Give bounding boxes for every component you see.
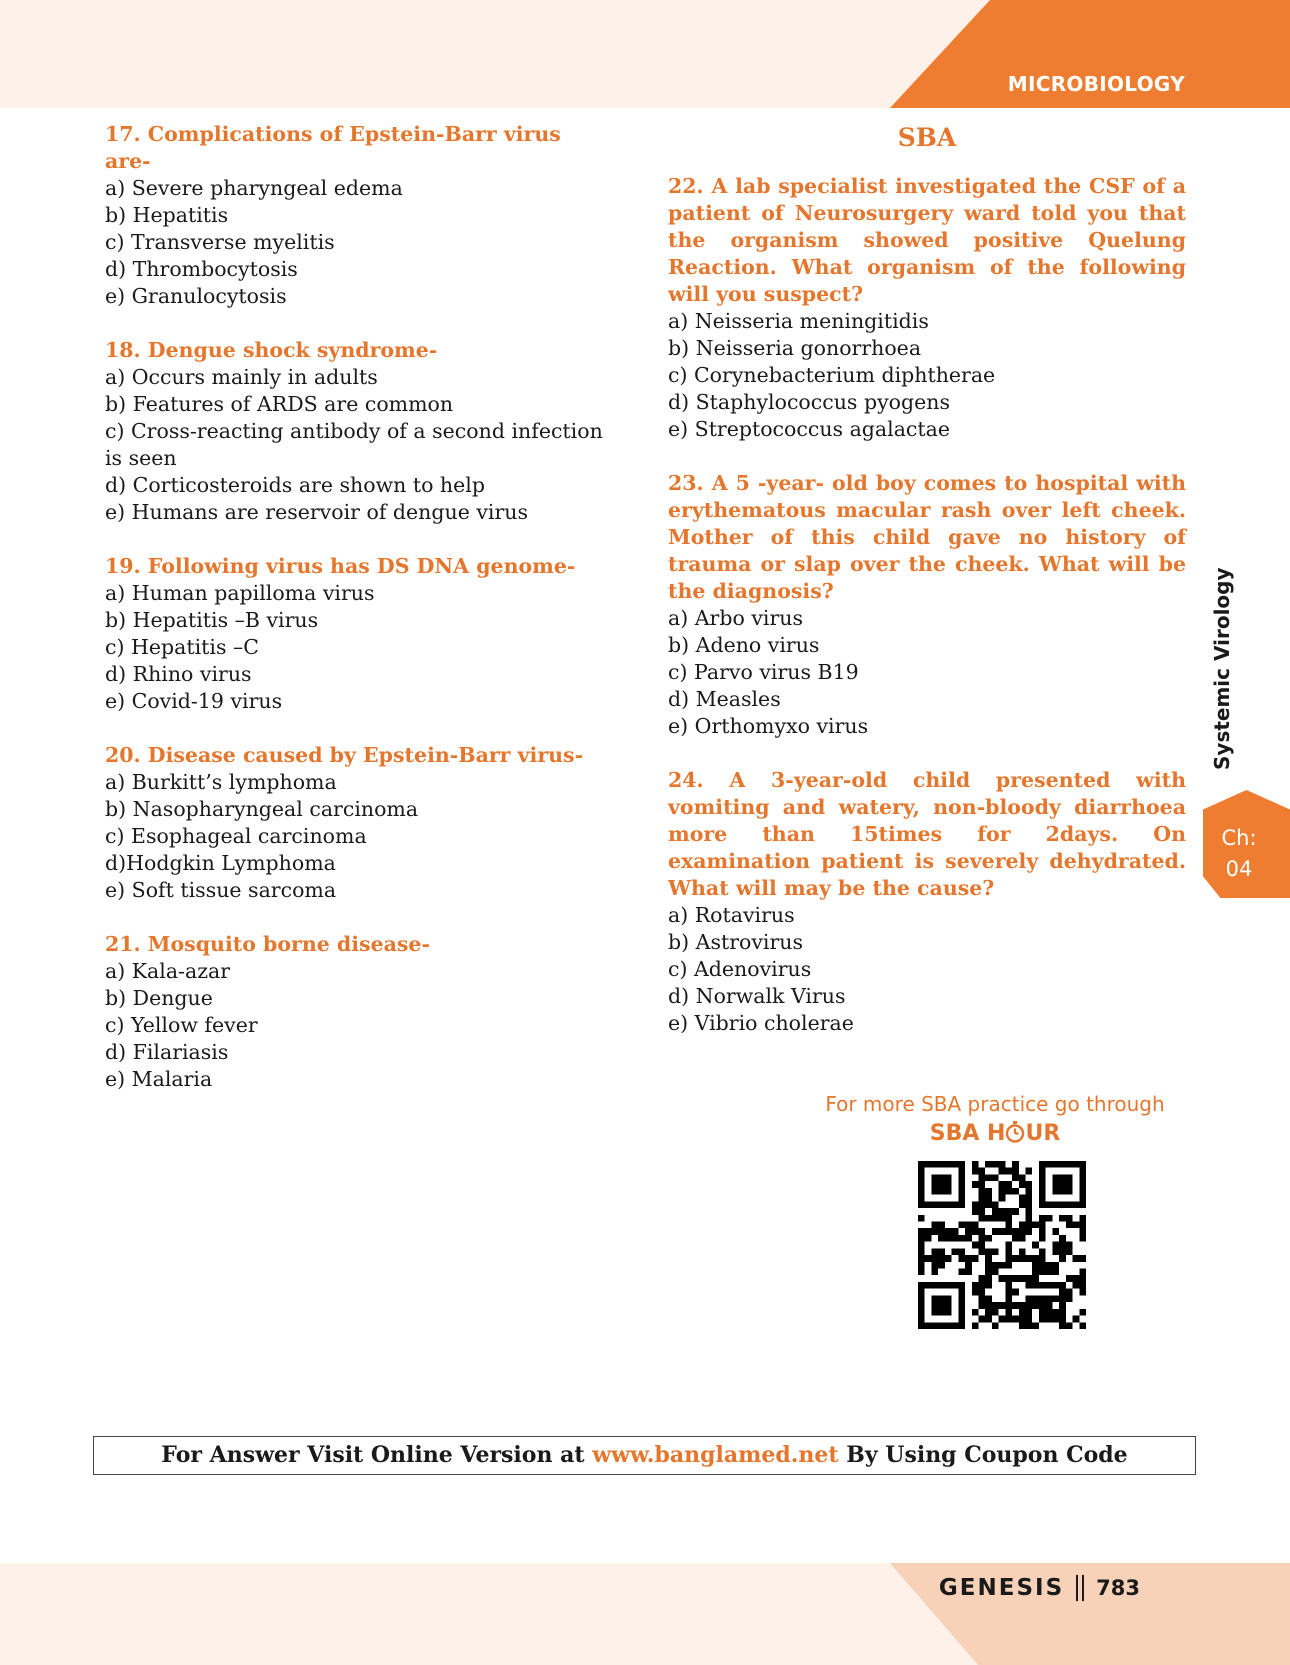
question-21 (105, 931, 605, 1093)
question-title: 23. A 5 -year- old boy comes to hospital with erythematous macular rash over left cheek. Mother of this child gave no history of trauma or slap over the cheek. What will be the diagnosis? (668, 471, 1186, 603)
promo-text: For more SBA practice go through (825, 1092, 1165, 1116)
option: b) Dengue (105, 986, 213, 1010)
question-title: 19. Following virus has DS DNA genome- (105, 554, 576, 578)
option: e) Humans are reservoir of dengue virus (105, 500, 529, 524)
right-column (668, 121, 1186, 1037)
answer-prefix: For Answer Visit Online Version at (161, 1442, 593, 1468)
question-18 (105, 337, 605, 526)
question-17 (105, 121, 605, 310)
option: d) Thrombocytosis (105, 257, 298, 281)
page-number: 783 (1096, 1576, 1140, 1600)
question-20 (105, 742, 605, 904)
option: c) Parvo virus B19 (668, 660, 859, 684)
question-title: 21. Mosquito borne disease- (105, 932, 430, 956)
chapter-label: Ch: (1221, 826, 1257, 850)
option: d) Norwalk Virus (668, 984, 846, 1008)
option: e) Vibrio cholerae (668, 1011, 854, 1035)
answer-notice (93, 1436, 1196, 1475)
footer (939, 1575, 1140, 1601)
option: e) Granulocytosis (105, 284, 287, 308)
option: a) Severe pharyngeal edema (105, 176, 403, 200)
question-24 (668, 767, 1186, 1037)
option: d) Filariasis (105, 1040, 229, 1064)
brand-logo: GENESIS (938, 1575, 1065, 1601)
option: c) Yellow fever (105, 1013, 258, 1037)
option: c) Esophageal carcinoma (105, 824, 367, 848)
question-title: 20. Disease caused by Epstein-Barr virus- (105, 743, 584, 767)
promo-brand-part2: UR (1025, 1121, 1061, 1146)
qr-code-icon (917, 1161, 1087, 1329)
question-title: 18. Dengue shock syndrome- (105, 338, 438, 362)
answer-suffix: By Using Coupon Code (838, 1442, 1128, 1468)
promo-block (810, 1090, 1180, 1150)
chapter-number (1214, 823, 1264, 885)
option: d) Measles (668, 687, 781, 711)
option: a) Human papilloma virus (105, 581, 375, 605)
option: b) Nasopharyngeal carcinoma (105, 797, 419, 821)
stopwatch-icon (1005, 1121, 1025, 1143)
website-link[interactable]: www.banglamed.net (592, 1442, 839, 1468)
option: a) Occurs mainly in adults (105, 365, 378, 389)
option: a) Neisseria meningitidis (668, 309, 929, 333)
promo-brand (810, 1118, 1180, 1150)
option: a) Arbo virus (668, 606, 803, 630)
question-19 (105, 553, 605, 715)
question-title: 17. Complications of Epstein-Barr virus are- (105, 122, 561, 173)
option: b) Adeno virus (668, 633, 820, 657)
option: c) Hepatitis –C (105, 635, 259, 659)
option: c) Transverse myelitis (105, 230, 335, 254)
option: c) Cross-reacting antibody of a second infection is seen (105, 419, 603, 470)
option: a) Rotavirus (668, 903, 795, 927)
option: d) Rhino virus (105, 662, 252, 686)
subject-title: MICROBIOLOGY (1007, 72, 1185, 96)
option: e) Orthomyxo virus (668, 714, 869, 738)
option: b) Hepatitis –B virus (105, 608, 319, 632)
option: e) Malaria (105, 1067, 213, 1091)
option: a) Burkitt’s lymphoma (105, 770, 337, 794)
left-column (105, 121, 605, 1093)
question-22 (668, 173, 1186, 443)
promo-brand-part1: SBA H (929, 1121, 1006, 1146)
option: d) Staphylococcus pyogens (668, 390, 950, 414)
option: d) Corticosteroids are shown to help (105, 473, 485, 497)
option: b) Hepatitis (105, 203, 229, 227)
option: c) Adenovirus (668, 957, 812, 981)
option: b) Astrovirus (668, 930, 804, 954)
chapter-side-label: Systemic Virology (1210, 567, 1234, 770)
option: e) Covid-19 virus (105, 689, 283, 713)
question-23 (668, 470, 1186, 740)
option: d)Hodgkin Lymphoma (105, 851, 336, 875)
divider (1076, 1575, 1084, 1601)
option: e) Streptococcus agalactae (668, 417, 951, 441)
question-title: 24. A 3-year-old child presented with vomiting and watery, non-bloody diarrhoea more than 15times for 2days. On examination patient is severely dehydrated. What will may be the cause? (668, 768, 1186, 900)
option: b) Features of ARDS are common (105, 392, 454, 416)
option: e) Soft tissue sarcoma (105, 878, 337, 902)
chapter-value: 04 (1225, 857, 1253, 881)
section-title: SBA (897, 123, 957, 152)
option: c) Corynebacterium diphtherae (668, 363, 996, 387)
option: a) Kala-azar (105, 959, 231, 983)
question-title: 22. A lab specialist investigated the CSF of a patient of Neurosurgery ward told you that the organism showed positive Quelung Reaction. What organism of the following will you suspect? (668, 174, 1186, 306)
option: b) Neisseria gonorrhoea (668, 336, 922, 360)
